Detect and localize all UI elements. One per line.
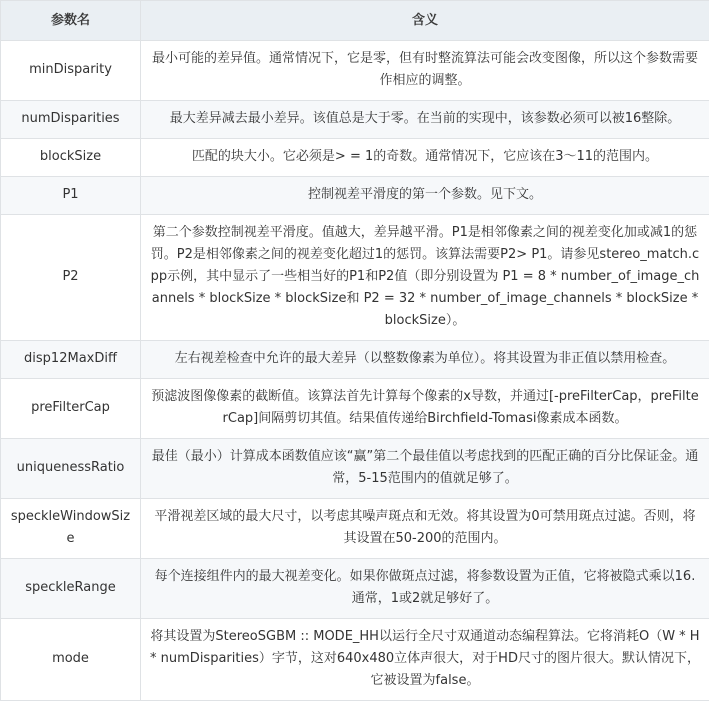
header-meaning: 含义 [141, 1, 709, 41]
table-row [1, 215, 709, 341]
table-row [1, 177, 709, 215]
table-row [1, 439, 709, 499]
param-description: 平滑视差区域的最大尺寸，以考虑其噪声斑点和无效。将其设置为0可禁用斑点过滤。否则，将其设置在50-200的范围内。 [141, 499, 709, 559]
table-row [1, 559, 709, 619]
param-description: 匹配的块大小。它必须是> = 1的奇数。通常情况下，它应该在3～11的范围内。 [141, 139, 709, 177]
param-name: disp12MaxDiff [1, 341, 141, 379]
param-name: numDisparities [1, 101, 141, 139]
table-row [1, 499, 709, 559]
param-name: minDisparity [1, 41, 141, 101]
table-row [1, 619, 709, 701]
param-name: speckleWindowSize [1, 499, 141, 559]
table-row [1, 101, 709, 139]
param-description: 控制视差平滑度的第一个参数。见下文。 [141, 177, 709, 215]
table-row [1, 41, 709, 101]
table-row [1, 341, 709, 379]
param-description: 每个连接组件内的最大视差变化。如果你做斑点过滤，将参数设置为正值，它将被隐式乘以16.通常，1或2就足够好了。 [141, 559, 709, 619]
header-param-name: 参数名 [1, 1, 141, 41]
param-description: 最小可能的差异值。通常情况下，它是零，但有时整流算法可能会改变图像，所以这个参数需要作相应的调整。 [141, 41, 709, 101]
param-description: 预滤波图像像素的截断值。该算法首先计算每个像素的x导数，并通过[-preFilterCap，preFilterCap]间隔剪切其值。结果值传递给Birchfield-Tomasi像素成本函数。 [141, 379, 709, 439]
table-header-row [1, 1, 709, 41]
param-description: 左右视差检查中允许的最大差异（以整数像素为单位）。将其设置为非正值以禁用检查。 [141, 341, 709, 379]
param-name: speckleRange [1, 559, 141, 619]
param-name: P1 [1, 177, 141, 215]
param-name: mode [1, 619, 141, 701]
param-name: preFilterCap [1, 379, 141, 439]
param-description: 最大差异减去最小差异。该值总是大于零。在当前的实现中，该参数必须可以被16整除。 [141, 101, 709, 139]
table-row [1, 139, 709, 177]
param-description: 将其设置为StereoSGBM :: MODE_HH以运行全尺寸双通道动态编程算法。它将消耗O（W * H * numDisparities）字节，这对640x480立体声很大，对于HD尺寸的图片很大。默认情况下，它被设置为false。 [141, 619, 709, 701]
param-description: 最佳（最小）计算成本函数值应该“赢”第二个最佳值以考虑找到的匹配正确的百分比保证金。通常，5-15范围内的值就足够了。 [141, 439, 709, 499]
param-name: blockSize [1, 139, 141, 177]
param-name: P2 [1, 215, 141, 341]
param-description: 第二个参数控制视差平滑度。值越大，差异越平滑。P1是相邻像素之间的视差变化加或减1的惩罚。P2是相邻像素之间的视差变化超过1的惩罚。该算法需要P2> P1。请参见stereo_match.cpp示例，其中显示了一些相当好的P1和P2值（即分别设置为 P1 = 8 * number_of_image_channels * blockSize * blockSize和 P2 = 32 * number_of_image_channels * blockSize * blockSize）。 [141, 215, 709, 341]
param-name: uniquenessRatio [1, 439, 141, 499]
table-row [1, 379, 709, 439]
